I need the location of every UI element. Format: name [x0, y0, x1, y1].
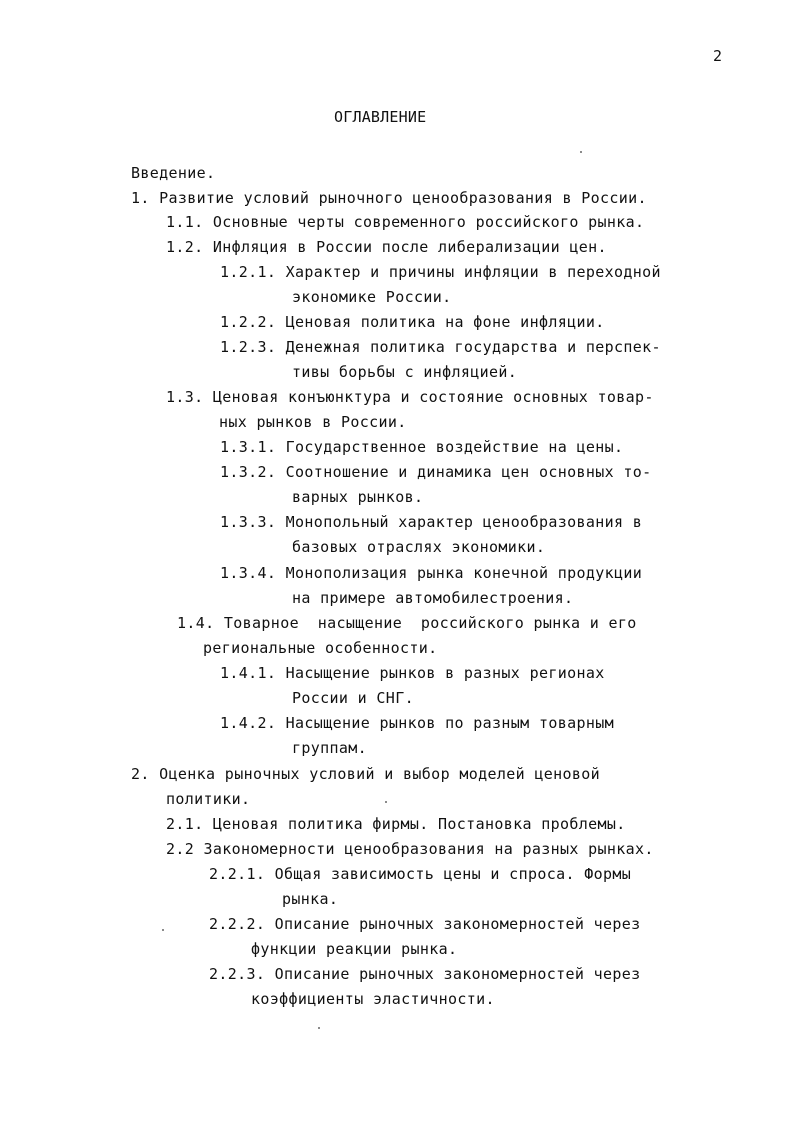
scan-speck: [318, 1027, 320, 1029]
toc-entry-1-4: 1.4. Товарное насыщение российского рынка и его: [177, 614, 637, 632]
toc-entry-1-4-cont: региональные особенности.: [203, 639, 438, 657]
toc-entry-2-2-1-cont: рынка.: [282, 890, 339, 908]
toc-entry-1-3-2: 1.3.2. Соотношение и динамика цен основных то-: [220, 463, 652, 481]
toc-entry-2-2: 2.2 Закономерности ценообразования на разных рынках.: [166, 840, 654, 858]
toc-entry-2-2-2: 2.2.2. Описание рыночных закономерностей через: [209, 915, 641, 933]
toc-entry-1-3-4: 1.3.4. Монополизация рынка конечной продукции: [220, 564, 643, 582]
scan-speck: [580, 151, 582, 153]
toc-entry-1-2-3: 1.2.3. Денежная политика государства и перспек-: [220, 338, 661, 356]
toc-entry-1-2-1-cont: экономике России.: [292, 288, 452, 306]
toc-entry-1-4-2-cont: группам.: [292, 739, 368, 757]
toc-entry-2-2-1: 2.2.1. Общая зависимость цены и спроса. Формы: [209, 865, 632, 883]
toc-entry-1-4-1-cont: России и СНГ.: [292, 689, 414, 707]
toc-entry-2: 2. Оценка рыночных условий и выбор моделей ценовой: [131, 765, 601, 783]
toc-entry-1-3-2-cont: варных рынков.: [292, 488, 424, 506]
toc-entry-1-1: 1.1. Основные черты современного российского рынка.: [166, 213, 645, 231]
toc-entry-1: 1. Развитие условий рыночного ценообразования в России.: [131, 189, 647, 207]
toc-entry-1-3-3: 1.3.3. Монопольный характер ценообразования в: [220, 513, 643, 531]
toc-entry-1-3-cont: ных рынков в России.: [219, 413, 407, 431]
toc-entry-1-4-1: 1.4.1. Насыщение рынков в разных регионах: [220, 664, 605, 682]
toc-entry-1-2-3-cont: тивы борьбы с инфляцией.: [292, 363, 518, 381]
toc-entry-1-3-4-cont: на примере автомобилестроения.: [292, 589, 574, 607]
toc-entry-1-2-1: 1.2.1. Характер и причины инфляции в переходной: [220, 263, 661, 281]
toc-entry-1-3-3-cont: базовых отраслях экономики.: [292, 538, 546, 556]
toc-entry-2-cont: политики.: [166, 790, 251, 808]
scan-speck: [385, 801, 387, 803]
toc-entry-1-2: 1.2. Инфляция в России после либерализации цен.: [166, 238, 607, 256]
page-title: ОГЛАВЛЕНИЕ: [334, 108, 427, 126]
toc-entry-1-4-2: 1.4.2. Насыщение рынков по разным товарным: [220, 714, 614, 732]
page-number: 2: [713, 47, 723, 65]
toc-entry-2-1: 2.1. Ценовая политика фирмы. Постановка проблемы.: [166, 815, 626, 833]
toc-entry-2-2-3: 2.2.3. Описание рыночных закономерностей через: [209, 965, 641, 983]
toc-entry-1-3: 1.3. Ценовая конъюнктура и состояние основных товар-: [166, 388, 654, 406]
scan-speck: [162, 929, 164, 931]
toc-entry-intro: Введение.: [131, 164, 216, 182]
toc-entry-1-3-1: 1.3.1. Государственное воздействие на цены.: [220, 438, 624, 456]
toc-entry-1-2-2: 1.2.2. Ценовая политика на фоне инфляции.: [220, 313, 605, 331]
toc-entry-2-2-2-cont: функции реакции рынка.: [251, 940, 458, 958]
toc-entry-2-2-3-cont: коэффициенты эластичности.: [251, 990, 495, 1008]
